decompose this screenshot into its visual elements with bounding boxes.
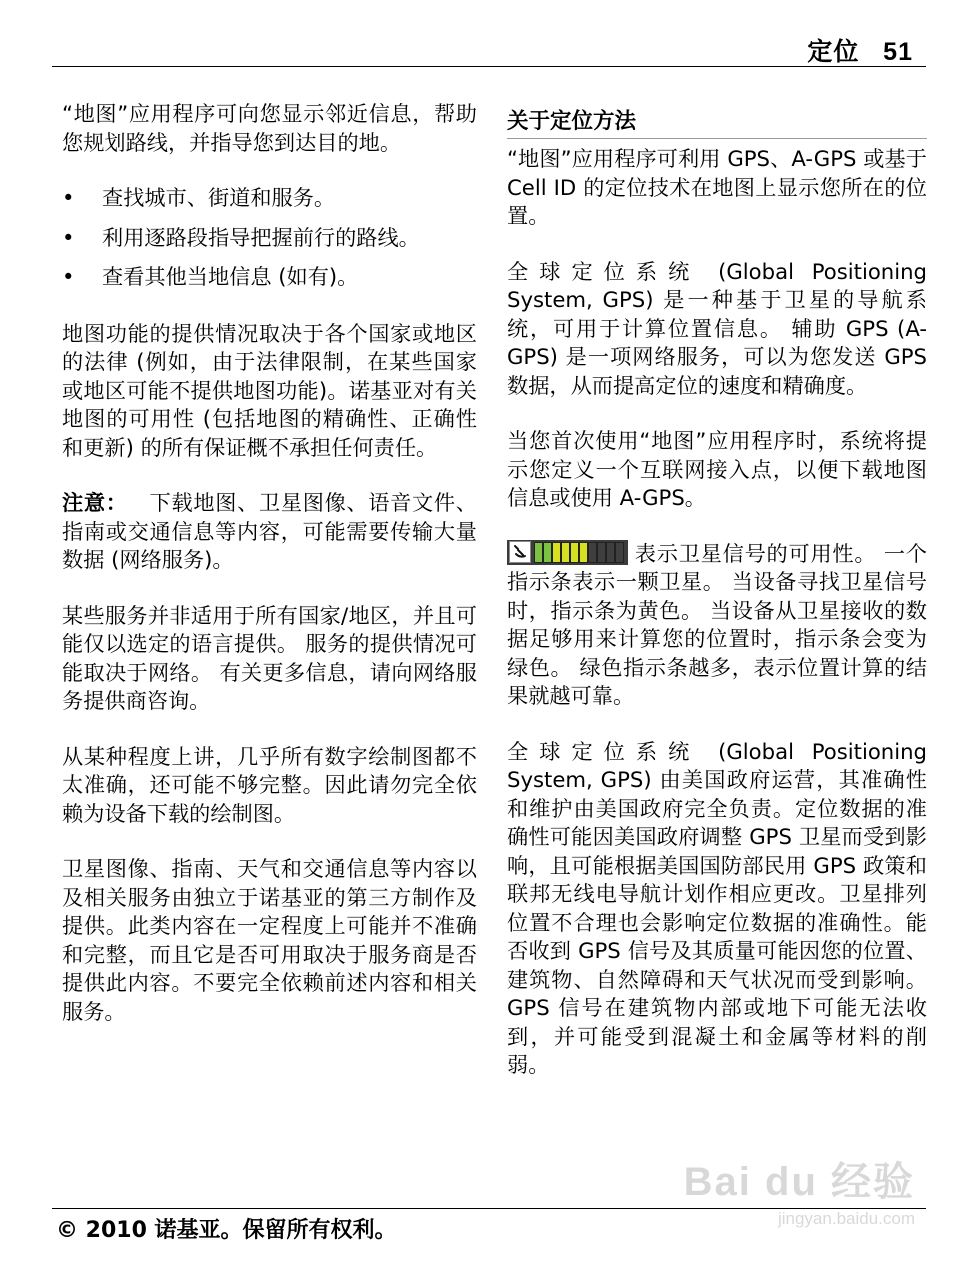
right-column: [507, 100, 927, 1107]
signal-bar: [562, 543, 569, 562]
bullet-icon: •: [62, 264, 75, 289]
header-divider: [52, 66, 926, 67]
feature-list: [62, 184, 477, 292]
third-party-paragraph: 卫星图像、指南、天气和交通信息等内容以及相关服务由独立于诺基亚的第三方制作及提供。此类内容在一定程度上可能并不准确和完整，而且它是否可用取决于服务商是否提供此内容。不要完全依赖前述内容和相关服务。: [62, 856, 477, 1024]
signal-bar: [535, 543, 542, 562]
first-use-paragraph: 当您首次使用“地图”应用程序时，系统将提示您定义一个互联网接入点，以便下载地图信息或使用 A-GPS。: [507, 428, 927, 510]
list-item: [62, 263, 477, 292]
signal-bar: [607, 543, 614, 562]
baidu-watermark: [684, 1150, 915, 1229]
watermark-logo: Bai du 经验: [683, 1160, 915, 1204]
gps-paragraph: 全球定位系统 (Global Positioning System, GPS) 是一种基于卫星的导航系统，可用于计算位置信息。 辅助 GPS (A-GPS) 是一项网络服务，可以为您发送 GPS 数据，从而提高定位的速度和精确度。: [507, 258, 927, 398]
list-item-text: 查找城市、街道和服务。: [102, 185, 336, 210]
signal-bar: [589, 543, 596, 562]
list-item: [62, 224, 477, 253]
indicator-text: 表示卫星信号的可用性。 一个指示条表示一颗卫星。 当设备寻找卫星信号时，指示条为黄色。 当设备从卫星接收的数据足够用来计算您的位置时，指示条会变为绿色。 绿色指示条越多，表示位置计算的结果就越可靠。: [507, 540, 927, 708]
signal-bar: [598, 543, 605, 562]
operated-paragraph: 全球定位系统 (Global Positioning System, GPS) 由美国政府运营，其准确性和维护由美国政府完全负责。定位数据的准确性可能因美国政府调整 GPS 卫星而受到影响，且可能根据美国国防部民用 GPS 政策和联邦无线电导航计划作相应更改。卫星排列位置不合理也会影响定位数据的准确性。能否收到 GPS 信号及其质量可能因您的位置、建筑物、自然障碍和天气状况而受到影响。GPS 信号在建筑物内部或地下可能无法收到，并可能受到混凝土和金属等材料的削弱。: [507, 738, 927, 1077]
section-heading: 关于定位方法: [507, 108, 927, 139]
accuracy-paragraph: 从某种程度上讲，几乎所有数字绘制图都不太准确，还可能不够完整。因此请勿完全依赖为设备下载的绘制图。: [62, 743, 477, 826]
bullet-icon: •: [62, 185, 75, 210]
note-text: 下载地图、卫星图像、语音文件、指南或交通信息等内容，可能需要传输大量数据 (网络服务)。: [62, 490, 477, 572]
signal-bar: [571, 543, 578, 562]
list-item-text: 利用逐路段指导把握前行的路线。: [102, 224, 420, 250]
services-paragraph: 某些服务并非适用于所有国家/地区，并且可能仅以选定的语言提供。 服务的提供情况可能取决于网络。 有关更多信息，请向网络服务提供商咨询。: [62, 602, 477, 713]
indicator-paragraph: [507, 540, 927, 711]
watermark-url: jingyan.baidu.com: [777, 1209, 915, 1228]
signal-bar: [580, 543, 587, 562]
list-item-text: 查看其他当地信息 (如有)。: [102, 264, 359, 289]
satellite-signal-icon: [507, 540, 628, 565]
footer-divider: [52, 1208, 926, 1209]
signal-bar: [544, 543, 551, 562]
note-label: 注意：: [62, 490, 128, 515]
copyright-footer: © 2010 诺基亚。保留所有权利。: [56, 1218, 397, 1243]
list-item: [62, 184, 477, 213]
note-paragraph: [62, 489, 477, 575]
signal-bar: [553, 543, 560, 562]
methods-paragraph: “地图”应用程序可利用 GPS、A-GPS 或基于 Cell ID 的定位技术在地图上显示您所在的位置。: [507, 146, 927, 228]
bullet-icon: •: [62, 224, 75, 250]
signal-bar: [616, 543, 623, 562]
satellite-dish-icon: [509, 541, 531, 563]
intro-paragraph: “地图”应用程序可向您显示邻近信息，帮助您规划路线，并指导您到达目的地。: [62, 101, 477, 155]
availability-paragraph: 地图功能的提供情况取决于各个国家或地区的法律 (例如，由于法律限制，在某些国家或地区可能不提供地图功能)。诺基亚对有关地图的可用性 (包括地图的精确性、正确性和更新) 的所有保证概不承担任何责任。: [62, 320, 477, 460]
left-column: [62, 100, 477, 1053]
page-title: 定位 51: [807, 38, 913, 66]
